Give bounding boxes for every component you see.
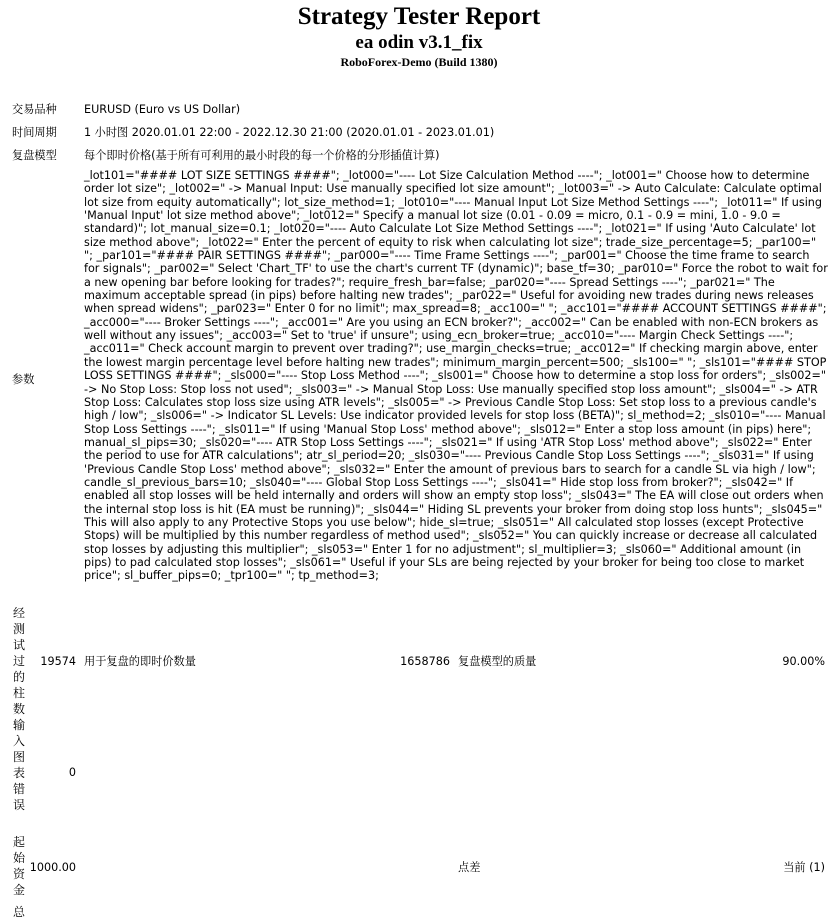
- spread-label: 点差: [458, 861, 481, 874]
- ticks-label: 用于复盘的即时价数量: [84, 655, 196, 668]
- bars-tested-label: 经测试过的柱数: [12, 606, 25, 716]
- quality-value: 90.00%: [782, 655, 825, 668]
- spread-value: 当前 (1): [783, 861, 825, 874]
- period-value: 1 小时图 2020.01.01 22:00 - 2022.12.30 21:00 (2020.01.01 - 2023.01.01): [84, 126, 495, 139]
- quality-label: 复盘模型的质量: [458, 655, 537, 668]
- initial-deposit-value: 1000.00: [29, 861, 76, 874]
- model-value: 每个即时价格(基于所有可利用的最小时段的每一个价格的分形插值计算): [84, 149, 440, 162]
- initial-deposit-label: 起始资金: [12, 835, 25, 897]
- symbol-label: 交易品种: [12, 103, 57, 116]
- expert-name: ea odin v3.1_fix: [355, 32, 483, 53]
- chart-errors-value: 0: [68, 766, 76, 779]
- report-title: Strategy Tester Report: [297, 3, 541, 30]
- period-label: 时间周期: [12, 126, 57, 139]
- model-label: 复盘模型: [12, 149, 57, 162]
- bars-tested-value: 19574: [40, 655, 76, 668]
- chart-errors-label: 输入图表错误: [12, 718, 25, 812]
- symbol-value: EURUSD (Euro vs US Dollar): [84, 103, 241, 116]
- params-label: 参数: [12, 373, 35, 386]
- server-build: RoboForex-Demo (Build 1380): [340, 55, 498, 69]
- ticks-value: 1658786: [400, 655, 450, 668]
- next-row-label-partial: 总: [12, 905, 25, 919]
- report-header: [0, 3, 838, 70]
- params-value: _lot101="#### LOT SIZE SETTINGS ####"; _lot000="---- Lot Size Calculation Method ----"; _lot001=" Choose how to determine order lot size"; _lot002=" -> Manual Input: Use manually specified lot size amount"; _lot003=" -> Auto Calculate: Calculate optimal lot size from equity automatically"; lot_size_method=1; _lot010="---- Manual Input Lot Size Method Settings ----"; _lot011=" If using 'Manual Input' lot size method above"; _lot012=" Specify a manual lot size (0.01 - 0.09 = micro, 0.1 - 0.9 = mini, 1.0 - 9.0 = standard)"; lot_manual_size=0.1; _lot020="---- Auto Calculate Lot Size Method Settings ----"; _lot021=" If using 'Auto Calculate' lot size method above"; _lot022=" Enter the percent of equity to risk when calculating lot size"; trade_size_percentage=5; _par100=" "; _par101="#### PAIR SETTINGS ####"; _par000="---- Time Frame Settings ----"; _par001=" Choose the time frame to search for signals"; _par002=" Select 'Chart_TF' to use the chart's current TF (dynamic)"; base_tf=30; _par010=" Force the robot to wait for a new opening bar before looking for trades?"; require_fresh_bar=false; _par020="---- Spread Settings ----"; _par021=" The maximum acceptable spread (in pips) before halting new trades"; _par022=" Useful for avoiding new trades during news releases when spread widens"; _par023=" Enter 0 for no limit"; max_spread=8; _acc100=" "; _acc101="#### ACCOUNT SETTINGS ####"; _acc000="---- Broker Settings ----"; _acc001=" Are you using an ECN broker?"; _acc002=" Can be enabled with non-ECN brokers as well without any issues"; _acc003=" Set to 'true' if unsure"; using_ecn_broker=true; _acc010="---- Margin Check Settings ----"; _acc011=" Check account margin to prevent over trading?"; use_margin_checks=true; _acc012=" If checking margin above, enter the lowest margin percentage level before halting new trades"; minimum_margin_percent=500; _sls100=" "; _sls101="#### STOP LOSS SETTINGS ####"; _sls000="---- Stop Loss Method ----"; _sls001=" Choose how to determine a stop loss for orders"; _sls002=" -> No Stop Loss: Stop loss not used"; _sls003=" -> Manual Stop Loss: Use manually specified stop loss amount"; _sls004=" -> ATR Stop Loss: Calculates stop loss size using ATR levels"; _sls005=" -> Previous Candle Stop Loss: Set stop loss to a previous candle's high / low"; _sls006=" -> Indicator SL Levels: Use indicator provided levels for stop loss (BETA)"; sl_method=2; _sls010="---- Manual Stop Loss Settings ----"; _sls011=" If using 'Manual Stop Loss' method above"; _sls012=" Enter a stop loss amount (in pips) here"; manual_sl_pips=30; _sls020="---- ATR Stop Loss Settings ----"; _sls021=" If using 'ATR Stop Loss' method above"; _sls022=" Enter the period to use for ATR calculations"; atr_sl_period=20; _sls030="---- Previous Candle Stop Loss Settings ----"; _sls031=" If using 'Previous Candle Stop Loss' method above"; _sls032=" Enter the amount of previous bars to search for a candle SL via high / low"; candle_sl_previous_bars=10; _sls040="---- Global Stop Loss Settings ----"; _sls041=" Hide stop loss from broker?"; _sls042=" If enabled all stop losses will be held internally and orders will show an empty stop loss"; _sls043=" The EA will close out orders when the internal stop loss is hit (EA must be running)"; _sls044=" Hiding SL prevents your broker from doing stop loss hunts"; _sls045=" This will also apply to any Protective Stops you use below"; hide_sl=true; _sls051=" All calculated stop losses (except Protective Stops) will be multiplied by this number regardless of method used"; _sls052=" You can quickly increase or decrease all calculated stop losses by adjusting this multiplier"; _sls053=" Enter 1 for no adjustment"; sl_multiplier=3; _sls060=" Additional amount (in pips) to pad calculated stop losses"; _sls061=" Useful if your SLs are being rejected by your broker for being too close to market price"; sl_buffer_pips=0; _tpr100=" "; tp_method=3;: [84, 169, 828, 583]
